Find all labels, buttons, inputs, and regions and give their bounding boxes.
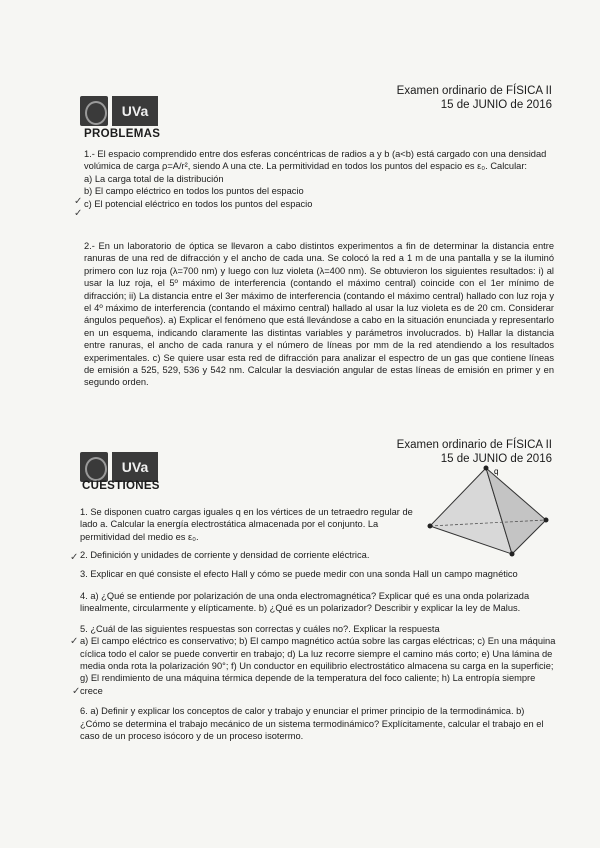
handwritten-check-icon: ✓ — [70, 636, 79, 647]
exam-header — [330, 84, 552, 112]
question-2: 2. Definición y unidades de corriente y densidad de corriente eléctrica. — [80, 550, 370, 561]
exam-title: Examen ordinario de FÍSICA II — [396, 439, 552, 451]
question-5-options: a) El campo eléctrico es conservativo; b) El campo magnético actúa sobre las cargas eléctricas; c) En una máquina cíclica todo el calor se puede convertir en trabajo; d) La luz recorre siempre el camino más corto; e) Una lámina de media onda rota la polarización 90°; f) Un conductor en equilibrio electrostático almacena su carga en la superficie; g) El rendimiento de una máquina térmica depende de la temperatura del foco caliente; h) La entropía siempre crece — [80, 636, 556, 696]
problem-1-a: a) La carga total de la distribución — [84, 173, 224, 184]
section-title-problemas: PROBLEMAS — [84, 128, 161, 140]
question-5-intro: 5. ¿Cuál de las siguientes respuestas son correctas y cuáles no?. Explicar la respuesta — [80, 623, 440, 634]
university-logo — [80, 452, 158, 482]
handwritten-check-icon: ✓ — [74, 196, 83, 207]
exam-title: Examen ordinario de FÍSICA II — [396, 85, 552, 97]
questions-block — [80, 506, 556, 743]
handwritten-check-icon: ✓ — [70, 552, 79, 563]
exam-date: 15 de JUNIO de 2016 — [440, 453, 552, 465]
question-6: 6. a) Definir y explicar los conceptos de calor y trabajo y enunciar el primer principio de la termodinámica. b) ¿Cómo se determina el trabajo mecánico de un sistema termodinámico? Explícitamente, calcular el trabajo en el caso de un proceso isócoro y de un proceso isotermo. — [80, 706, 544, 742]
handwritten-check-icon: ✓ — [72, 686, 81, 697]
question-1: 1. Se disponen cuatro cargas iguales q en los vértices de un tetraedro regular de lado a. Calcular la energía electrostática almacenada por el conjunto. La permitividad del medio es ε₀. — [80, 507, 413, 542]
problem-1-intro: 1.- El espacio comprendido entre dos esferas concéntricas de radios a y b (a<b) está cargado con una densidad volúmica de carga ρ=A/r², siendo A una cte. La permitividad en todos los puntos del espacio es ε₀. Calcular: — [84, 149, 547, 172]
handwritten-check-icon: ✓ — [74, 208, 83, 219]
charge-point — [484, 466, 489, 471]
charge-label: q — [494, 467, 499, 476]
university-seal-icon — [80, 452, 108, 482]
logo-text: UVa — [112, 96, 158, 126]
problem-1-c: c) El potencial eléctrico en todos los puntos del espacio — [84, 198, 313, 209]
problem-1-b: b) El campo eléctrico en todos los puntos del espacio — [84, 186, 304, 197]
problem-2-text: 2.- En un laboratorio de óptica se llevaron a cabo distintos experimentos a fin de determinar la distancia entre ranuras de una red de difracción y el ancho de cada una. Se colocó la red a 1 m de una pantalla y se la iluminó primero con luz roja (λ=700 nm) y luego con luz violeta (λ=400 nm). Se obtuvieron los siguientes resultados: i) al usar la luz roja, el 5º máximo de interferencia (contando el máximo central) coincide con el 1er mínimo de difracción; ii) La distancia entre el 3er máximo de interferencia (contando el máximo central) hallado con luz roja y el 4º máximo de interferencia (contando el máximo central) hallado al usar la luz violeta es de 20 cm. Considerar ángulos pequeños). a) Explicar el fenómeno que está llevándose a cabo en la situación enunciada y representarlo en un esquema, indicando claramente las distintas variables y parámetros involucrados. b) Hallar la distancia entre ranuras, el ancho de cada ranura y el número de líneas por mm de la red atendiendo a los resultados experimentales. c) Se quiere usar esta red de difracción para analizar el espectro de un gas que contiene líneas de emisión a 525, 529, 536 y 542 nm. Calcular la desviación angular de estas líneas de emisión en primer y en segundo orden. — [84, 241, 554, 388]
university-logo — [80, 96, 158, 126]
section-title-cuestiones: CUESTIONES — [82, 480, 160, 492]
question-4: 4. a) ¿Qué se entiende por polarización de una onda electromagnética? Explicar qué es una onda polarizada linealmente, circularmente y elípticamente. b) ¿Qué es un polarizador? Describir y explicar la ley de Malus. — [80, 591, 530, 614]
question-3: 3. Explicar en qué consiste el efecto Hall y cómo se puede medir con una sonda Hall un campo magnético — [80, 568, 518, 579]
problem-1 — [84, 148, 554, 210]
university-seal-icon — [80, 96, 108, 126]
problem-2 — [84, 240, 554, 389]
logo-text: UVa — [112, 452, 158, 482]
exam-date: 15 de JUNIO de 2016 — [440, 99, 552, 111]
